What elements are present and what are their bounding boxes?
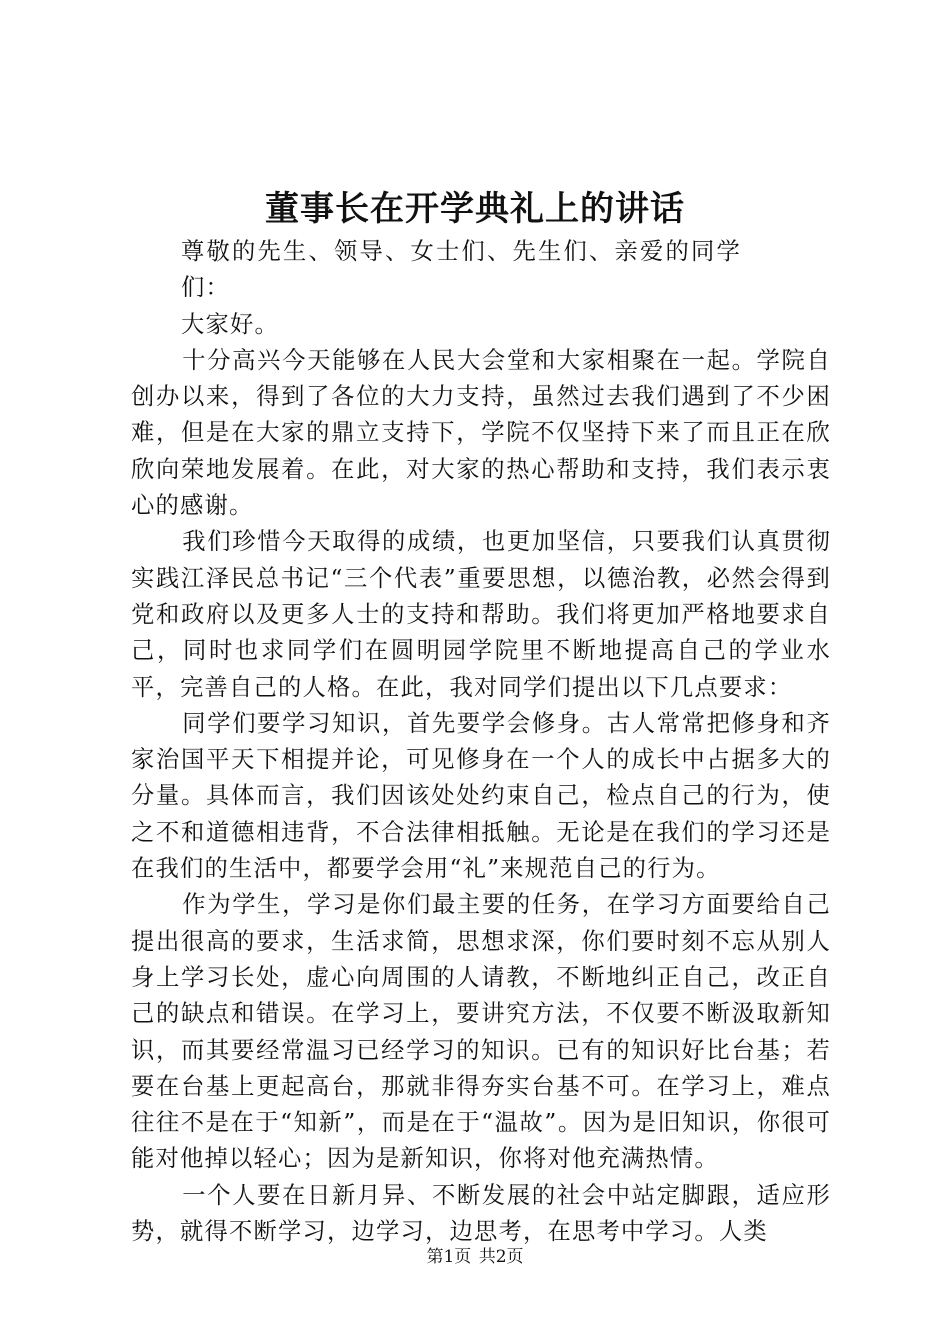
document-body xyxy=(131,234,831,1250)
page-number-footer: 第1页 共2页 xyxy=(426,1247,524,1267)
paragraph: 同学们要学习知识，首先要学会修身。古人常常把修身和齐家治国平天下相提并论，可见修身在一个人的成长中占据多大的分量。具体而言，我们因该处处约束自己，检点自己的行为，使之不和道德相违背，不合法律相抵触。无论是在我们的学习还是在我们的生活中，都要学会用“礼”来规范自己的行为。 xyxy=(131,709,831,883)
paragraph: 十分高兴今天能够在人民大会堂和大家相聚在一起。学院自创办以来，得到了各位的大力支持，虽然过去我们遇到了不少困难，但是在大家的鼎立支持下，学院不仅坚持下来了而且正在欣欣向荣地发展着。在此，对大家的热心帮助和支持，我们表示衷心的感谢。 xyxy=(131,346,831,520)
salutation: 尊敬的先生、领导、女士们、先生们、亲爱的同学们： xyxy=(181,238,741,302)
document-title: 董事长在开学典礼上的讲话 xyxy=(265,189,685,229)
paragraph: 一个人要在日新月异、不断发展的社会中站定脚跟，适应形势，就得不断学习，边学习，边思考，在思考中学习。人类 xyxy=(131,1181,831,1246)
paragraph: 我们珍惜今天取得的成绩，也更加坚信，只要我们认真贯彻实践江泽民总书记“三个代表”重要思想，以德治教，必然会得到党和政府以及更多人士的支持和帮助。我们将更加严格地要求自己，同时也求同学们在圆明园学院里不断地提高自己的学业水平，完善自己的人格。在此，我对同学们提出以下几点要求： xyxy=(131,528,831,701)
greeting: 大家好。 xyxy=(181,310,279,338)
paragraph: 作为学生，学习是你们最主要的任务，在学习方面要给自己提出很高的要求，生活求简，思想求深，你们要时刻不忘从别人身上学习长处，虚心向周围的人请教，不断地纠正自己，改正自己的缺点和错误。在学习上，要讲究方法，不仅要不断汲取新知识，而其要经常温习已经学习的知识。已有的知识好比台基；若要在台基上更起高台，那就非得夯实台基不可。在学习上，难点往往不是在于“知新”，而是在于“温故”。因为是旧知识，你很可能对他掉以轻心；因为是新知识，你将对他充满热情。 xyxy=(131,891,831,1173)
